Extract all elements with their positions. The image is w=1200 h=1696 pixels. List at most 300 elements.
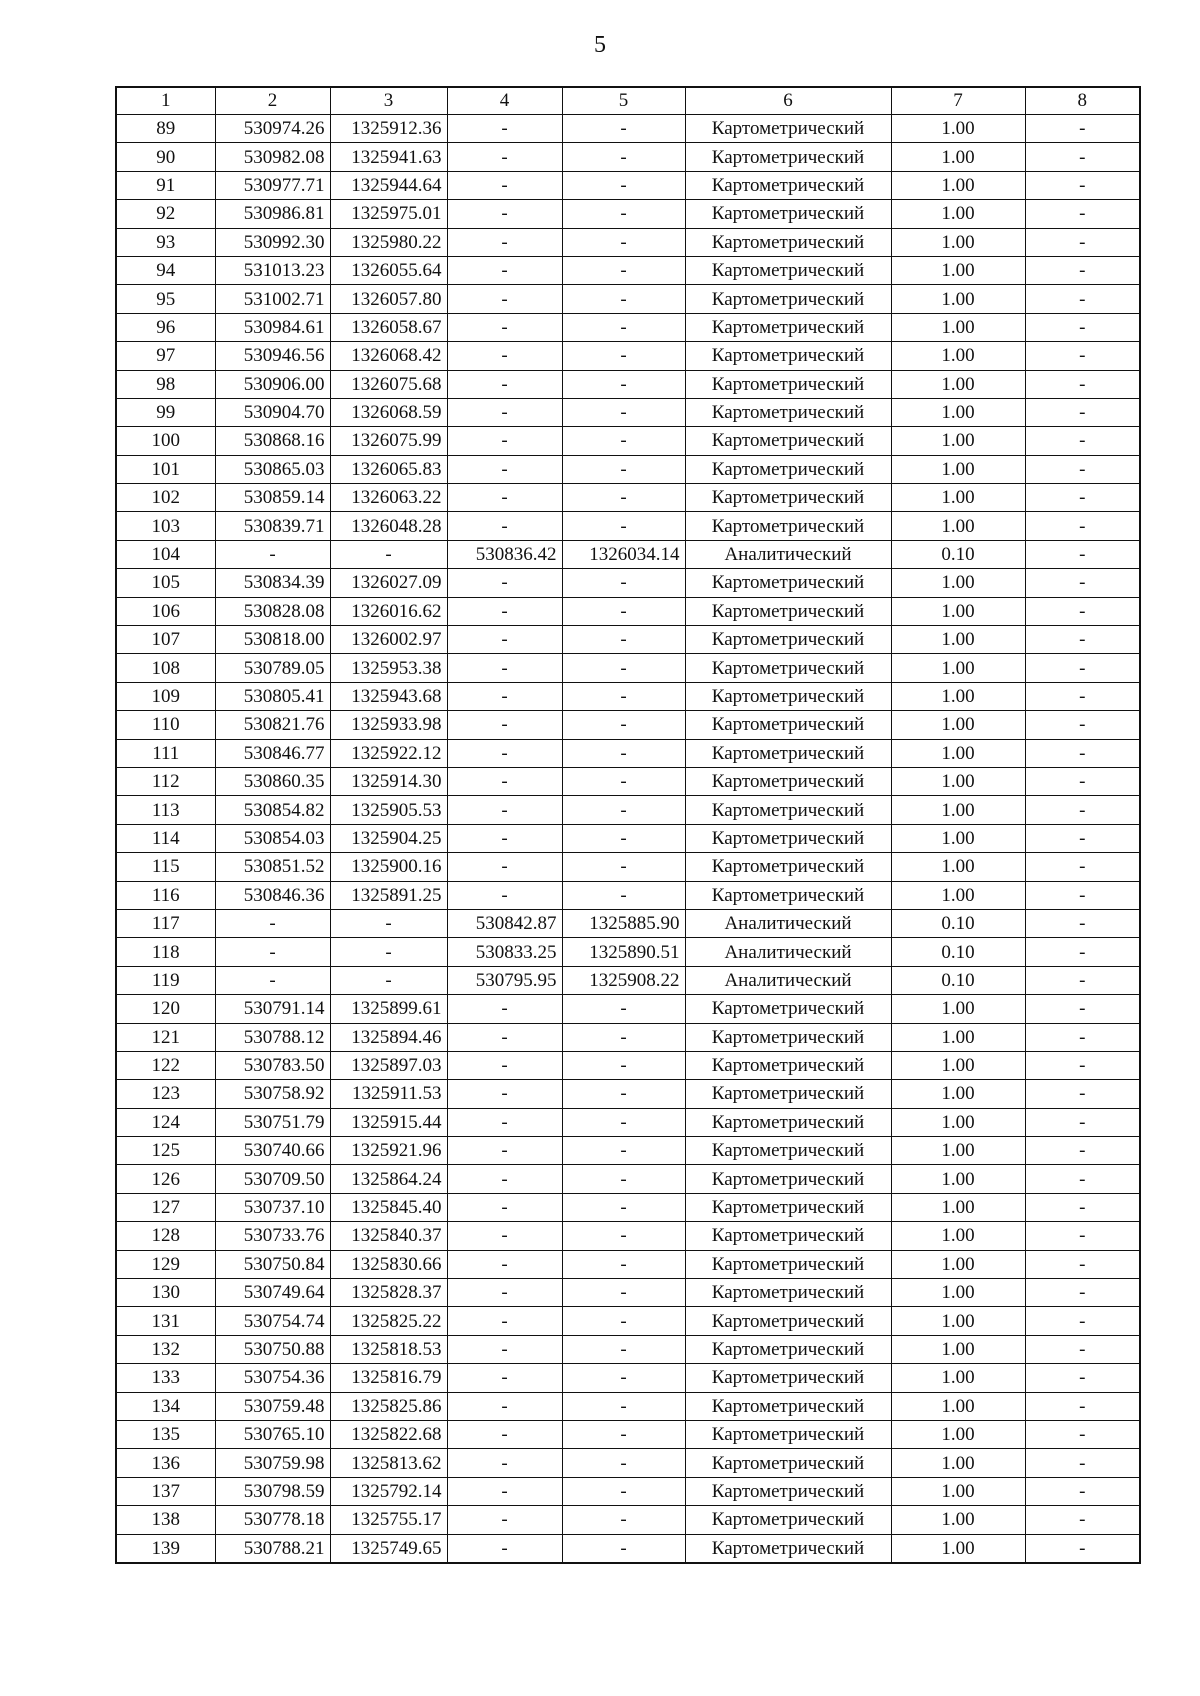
column-header-7: 7: [891, 87, 1025, 115]
cell-note: -: [1025, 484, 1140, 512]
table-row: [116, 1137, 1140, 1165]
table-row: [116, 1279, 1140, 1307]
table-row: [116, 1193, 1140, 1221]
cell-point-number: 118: [116, 938, 215, 966]
table-row: [116, 796, 1140, 824]
cell-x-coordinate-analytic: -: [447, 796, 562, 824]
cell-x-coordinate-analytic: -: [447, 1165, 562, 1193]
cell-method: Картометрический: [685, 1449, 891, 1477]
table-row: [116, 1051, 1140, 1079]
cell-accuracy: 1.00: [891, 256, 1025, 284]
cell-point-number: 112: [116, 767, 215, 795]
cell-x-coordinate: 530759.48: [215, 1392, 330, 1420]
table-row: [116, 1023, 1140, 1051]
cell-y-coordinate-analytic: -: [562, 1137, 685, 1165]
cell-x-coordinate-analytic: 530842.87: [447, 909, 562, 937]
cell-y-coordinate: 1326075.68: [330, 370, 447, 398]
cell-note: -: [1025, 1279, 1140, 1307]
cell-x-coordinate-analytic: -: [447, 1307, 562, 1335]
cell-y-coordinate: 1325792.14: [330, 1477, 447, 1505]
table-row: [116, 938, 1140, 966]
cell-y-coordinate-analytic: -: [562, 313, 685, 341]
cell-method: Картометрический: [685, 597, 891, 625]
cell-method: Картометрический: [685, 796, 891, 824]
cell-method: Картометрический: [685, 1279, 891, 1307]
cell-accuracy: 1.00: [891, 398, 1025, 426]
cell-accuracy: 1.00: [891, 1080, 1025, 1108]
cell-method: Картометрический: [685, 228, 891, 256]
cell-y-coordinate: 1325840.37: [330, 1222, 447, 1250]
cell-x-coordinate-analytic: -: [447, 143, 562, 171]
cell-note: -: [1025, 1080, 1140, 1108]
cell-y-coordinate-analytic: -: [562, 1449, 685, 1477]
cell-accuracy: 1.00: [891, 1108, 1025, 1136]
cell-y-coordinate-analytic: -: [562, 739, 685, 767]
cell-accuracy: 1.00: [891, 1534, 1025, 1563]
cell-note: -: [1025, 256, 1140, 284]
cell-note: -: [1025, 1534, 1140, 1563]
cell-x-coordinate: 530868.16: [215, 427, 330, 455]
cell-x-coordinate: 530783.50: [215, 1051, 330, 1079]
table-row: [116, 1080, 1140, 1108]
table-row: [116, 1392, 1140, 1420]
cell-method: Картометрический: [685, 455, 891, 483]
cell-x-coordinate-analytic: 530833.25: [447, 938, 562, 966]
cell-y-coordinate-analytic: 1326034.14: [562, 540, 685, 568]
column-header-6: 6: [685, 87, 891, 115]
cell-x-coordinate-analytic: 530836.42: [447, 540, 562, 568]
cell-note: -: [1025, 1477, 1140, 1505]
cell-x-coordinate: 530986.81: [215, 200, 330, 228]
cell-x-coordinate-analytic: -: [447, 1477, 562, 1505]
cell-x-coordinate: 530765.10: [215, 1420, 330, 1448]
cell-method: Картометрический: [685, 1051, 891, 1079]
cell-y-coordinate: 1326002.97: [330, 626, 447, 654]
cell-y-coordinate: 1325904.25: [330, 824, 447, 852]
cell-y-coordinate-analytic: -: [562, 1392, 685, 1420]
cell-method: Картометрический: [685, 342, 891, 370]
cell-point-number: 119: [116, 966, 215, 994]
cell-point-number: 104: [116, 540, 215, 568]
cell-accuracy: 1.00: [891, 1506, 1025, 1534]
cell-note: -: [1025, 512, 1140, 540]
cell-y-coordinate-analytic: -: [562, 796, 685, 824]
cell-accuracy: 1.00: [891, 1023, 1025, 1051]
cell-accuracy: 1.00: [891, 711, 1025, 739]
cell-accuracy: 1.00: [891, 1449, 1025, 1477]
page-number: 5: [594, 32, 606, 58]
cell-x-coordinate: 530740.66: [215, 1137, 330, 1165]
table-row: [116, 1449, 1140, 1477]
cell-accuracy: 0.10: [891, 938, 1025, 966]
cell-method: Картометрический: [685, 1222, 891, 1250]
cell-x-coordinate: 530828.08: [215, 597, 330, 625]
cell-note: -: [1025, 540, 1140, 568]
cell-method: Картометрический: [685, 1080, 891, 1108]
table-row: [116, 853, 1140, 881]
cell-x-coordinate-analytic: -: [447, 427, 562, 455]
cell-point-number: 89: [116, 115, 215, 143]
cell-x-coordinate-analytic: -: [447, 1137, 562, 1165]
cell-note: -: [1025, 427, 1140, 455]
cell-x-coordinate: 530750.88: [215, 1335, 330, 1363]
cell-method: Картометрический: [685, 1477, 891, 1505]
cell-point-number: 92: [116, 200, 215, 228]
cell-point-number: 123: [116, 1080, 215, 1108]
cell-point-number: 108: [116, 654, 215, 682]
cell-note: -: [1025, 1420, 1140, 1448]
cell-note: -: [1025, 228, 1140, 256]
cell-y-coordinate: 1325975.01: [330, 200, 447, 228]
cell-y-coordinate-analytic: -: [562, 682, 685, 710]
cell-y-coordinate: 1325905.53: [330, 796, 447, 824]
table-row: [116, 228, 1140, 256]
cell-y-coordinate: 1325864.24: [330, 1165, 447, 1193]
table-row: [116, 285, 1140, 313]
table-row: [116, 1477, 1140, 1505]
cell-point-number: 136: [116, 1449, 215, 1477]
cell-accuracy: 1.00: [891, 995, 1025, 1023]
cell-accuracy: 1.00: [891, 1364, 1025, 1392]
cell-accuracy: 0.10: [891, 966, 1025, 994]
cell-y-coordinate: 1325911.53: [330, 1080, 447, 1108]
cell-accuracy: 1.00: [891, 597, 1025, 625]
cell-method: Картометрический: [685, 767, 891, 795]
cell-x-coordinate: 531013.23: [215, 256, 330, 284]
cell-x-coordinate: 530750.84: [215, 1250, 330, 1278]
cell-x-coordinate-analytic: -: [447, 256, 562, 284]
cell-method: Картометрический: [685, 398, 891, 426]
cell-accuracy: 1.00: [891, 1250, 1025, 1278]
cell-y-coordinate: 1325891.25: [330, 881, 447, 909]
cell-note: -: [1025, 342, 1140, 370]
cell-method: Картометрический: [685, 171, 891, 199]
cell-note: -: [1025, 143, 1140, 171]
cell-point-number: 106: [116, 597, 215, 625]
cell-x-coordinate: 530992.30: [215, 228, 330, 256]
cell-y-coordinate: 1325828.37: [330, 1279, 447, 1307]
cell-x-coordinate: -: [215, 966, 330, 994]
cell-y-coordinate: 1325749.65: [330, 1534, 447, 1563]
cell-point-number: 116: [116, 881, 215, 909]
cell-x-coordinate-analytic: -: [447, 1051, 562, 1079]
table-row: [116, 966, 1140, 994]
column-header-4: 4: [447, 87, 562, 115]
cell-note: -: [1025, 398, 1140, 426]
cell-accuracy: 1.00: [891, 1222, 1025, 1250]
column-header-5: 5: [562, 87, 685, 115]
cell-note: -: [1025, 824, 1140, 852]
cell-note: -: [1025, 1023, 1140, 1051]
cell-x-coordinate: 530754.36: [215, 1364, 330, 1392]
cell-point-number: 105: [116, 569, 215, 597]
cell-x-coordinate-analytic: -: [447, 1364, 562, 1392]
cell-note: -: [1025, 739, 1140, 767]
cell-x-coordinate: 530834.39: [215, 569, 330, 597]
column-header-2: 2: [215, 87, 330, 115]
cell-accuracy: 1.00: [891, 626, 1025, 654]
cell-note: -: [1025, 1250, 1140, 1278]
cell-note: -: [1025, 285, 1140, 313]
cell-x-coordinate-analytic: -: [447, 200, 562, 228]
cell-y-coordinate: 1325816.79: [330, 1364, 447, 1392]
cell-method: Картометрический: [685, 1364, 891, 1392]
cell-y-coordinate: 1325894.46: [330, 1023, 447, 1051]
cell-note: -: [1025, 966, 1140, 994]
table-row: [116, 1506, 1140, 1534]
cell-x-coordinate-analytic: -: [447, 682, 562, 710]
cell-note: -: [1025, 1392, 1140, 1420]
cell-point-number: 117: [116, 909, 215, 937]
table-row: [116, 824, 1140, 852]
cell-y-coordinate-analytic: -: [562, 1364, 685, 1392]
coordinates-table: [115, 86, 1141, 1564]
cell-method: Картометрический: [685, 285, 891, 313]
cell-note: -: [1025, 853, 1140, 881]
cell-note: -: [1025, 1108, 1140, 1136]
cell-y-coordinate-analytic: -: [562, 398, 685, 426]
cell-y-coordinate: 1325900.16: [330, 853, 447, 881]
cell-y-coordinate-analytic: -: [562, 484, 685, 512]
table-row: [116, 143, 1140, 171]
table-row: [116, 1108, 1140, 1136]
table-row: [116, 342, 1140, 370]
cell-note: -: [1025, 455, 1140, 483]
cell-y-coordinate-analytic: -: [562, 654, 685, 682]
cell-method: Картометрический: [685, 853, 891, 881]
cell-y-coordinate: 1325818.53: [330, 1335, 447, 1363]
cell-y-coordinate-analytic: -: [562, 569, 685, 597]
column-header-8: 8: [1025, 87, 1140, 115]
cell-method: Картометрический: [685, 1137, 891, 1165]
cell-point-number: 103: [116, 512, 215, 540]
cell-y-coordinate-analytic: -: [562, 1165, 685, 1193]
cell-x-coordinate: 530759.98: [215, 1449, 330, 1477]
cell-y-coordinate-analytic: -: [562, 1307, 685, 1335]
cell-method: Картометрический: [685, 569, 891, 597]
cell-method: Картометрический: [685, 1307, 891, 1335]
cell-point-number: 98: [116, 370, 215, 398]
cell-y-coordinate: 1326057.80: [330, 285, 447, 313]
table-row: [116, 626, 1140, 654]
cell-note: -: [1025, 796, 1140, 824]
cell-point-number: 139: [116, 1534, 215, 1563]
cell-point-number: 132: [116, 1335, 215, 1363]
cell-accuracy: 1.00: [891, 1477, 1025, 1505]
cell-point-number: 128: [116, 1222, 215, 1250]
cell-y-coordinate: 1325944.64: [330, 171, 447, 199]
cell-y-coordinate: 1326068.59: [330, 398, 447, 426]
cell-point-number: 96: [116, 313, 215, 341]
cell-point-number: 124: [116, 1108, 215, 1136]
table-row: [116, 455, 1140, 483]
cell-method: Аналитический: [685, 540, 891, 568]
cell-y-coordinate: 1326016.62: [330, 597, 447, 625]
cell-note: -: [1025, 1137, 1140, 1165]
cell-x-coordinate-analytic: -: [447, 342, 562, 370]
cell-method: Картометрический: [685, 682, 891, 710]
table-row: [116, 711, 1140, 739]
cell-x-coordinate-analytic: -: [447, 881, 562, 909]
cell-method: Картометрический: [685, 512, 891, 540]
cell-y-coordinate: 1325897.03: [330, 1051, 447, 1079]
column-header-1: 1: [116, 87, 215, 115]
cell-method: Аналитический: [685, 938, 891, 966]
cell-y-coordinate: -: [330, 909, 447, 937]
cell-method: Аналитический: [685, 966, 891, 994]
cell-x-coordinate: 530865.03: [215, 455, 330, 483]
cell-y-coordinate: 1326063.22: [330, 484, 447, 512]
cell-method: Картометрический: [685, 1420, 891, 1448]
table-row: [116, 171, 1140, 199]
cell-x-coordinate-analytic: -: [447, 1506, 562, 1534]
table-row: [116, 1364, 1140, 1392]
cell-y-coordinate-analytic: -: [562, 256, 685, 284]
cell-x-coordinate: 530854.82: [215, 796, 330, 824]
cell-y-coordinate-analytic: -: [562, 370, 685, 398]
cell-y-coordinate: 1326058.67: [330, 313, 447, 341]
table-row: [116, 370, 1140, 398]
cell-x-coordinate-analytic: -: [447, 1080, 562, 1108]
cell-y-coordinate: 1325912.36: [330, 115, 447, 143]
table-row: [116, 540, 1140, 568]
cell-accuracy: 1.00: [891, 1420, 1025, 1448]
cell-accuracy: 1.00: [891, 853, 1025, 881]
cell-method: Картометрический: [685, 1534, 891, 1563]
cell-y-coordinate-analytic: -: [562, 285, 685, 313]
cell-x-coordinate-analytic: -: [447, 313, 562, 341]
cell-note: -: [1025, 1193, 1140, 1221]
cell-point-number: 109: [116, 682, 215, 710]
cell-y-coordinate: -: [330, 938, 447, 966]
cell-x-coordinate-analytic: -: [447, 1222, 562, 1250]
cell-point-number: 95: [116, 285, 215, 313]
cell-x-coordinate-analytic: -: [447, 739, 562, 767]
cell-y-coordinate: 1325914.30: [330, 767, 447, 795]
cell-x-coordinate-analytic: -: [447, 1335, 562, 1363]
cell-method: Картометрический: [685, 881, 891, 909]
cell-x-coordinate-analytic: -: [447, 455, 562, 483]
cell-y-coordinate-analytic: -: [562, 228, 685, 256]
cell-x-coordinate-analytic: -: [447, 1279, 562, 1307]
cell-point-number: 134: [116, 1392, 215, 1420]
cell-point-number: 94: [116, 256, 215, 284]
cell-x-coordinate: 530974.26: [215, 115, 330, 143]
table-row: [116, 200, 1140, 228]
table-row: [116, 115, 1140, 143]
cell-y-coordinate-analytic: -: [562, 1279, 685, 1307]
cell-y-coordinate-analytic: -: [562, 1023, 685, 1051]
cell-y-coordinate-analytic: -: [562, 995, 685, 1023]
cell-x-coordinate-analytic: 530795.95: [447, 966, 562, 994]
cell-x-coordinate: 530904.70: [215, 398, 330, 426]
cell-x-coordinate: 530758.92: [215, 1080, 330, 1108]
cell-y-coordinate-analytic: -: [562, 1534, 685, 1563]
cell-method: Картометрический: [685, 824, 891, 852]
cell-x-coordinate: 530977.71: [215, 171, 330, 199]
cell-note: -: [1025, 682, 1140, 710]
cell-x-coordinate-analytic: -: [447, 853, 562, 881]
cell-note: -: [1025, 1506, 1140, 1534]
cell-accuracy: 1.00: [891, 1335, 1025, 1363]
cell-method: Картометрический: [685, 370, 891, 398]
table-row: [116, 597, 1140, 625]
cell-accuracy: 1.00: [891, 1051, 1025, 1079]
cell-method: Картометрический: [685, 313, 891, 341]
cell-y-coordinate: -: [330, 966, 447, 994]
cell-note: -: [1025, 881, 1140, 909]
table-row: [116, 313, 1140, 341]
cell-x-coordinate: 530946.56: [215, 342, 330, 370]
cell-point-number: 122: [116, 1051, 215, 1079]
table-row: [116, 484, 1140, 512]
cell-method: Картометрический: [685, 1392, 891, 1420]
cell-note: -: [1025, 200, 1140, 228]
cell-x-coordinate-analytic: -: [447, 995, 562, 1023]
cell-method: Картометрический: [685, 1335, 891, 1363]
cell-accuracy: 1.00: [891, 569, 1025, 597]
cell-accuracy: 1.00: [891, 484, 1025, 512]
cell-point-number: 111: [116, 739, 215, 767]
cell-x-coordinate-analytic: -: [447, 1534, 562, 1563]
cell-method: Картометрический: [685, 200, 891, 228]
cell-accuracy: 1.00: [891, 1307, 1025, 1335]
cell-x-coordinate-analytic: -: [447, 654, 562, 682]
cell-x-coordinate: -: [215, 909, 330, 937]
cell-method: Картометрический: [685, 1506, 891, 1534]
cell-accuracy: 0.10: [891, 540, 1025, 568]
cell-y-coordinate: 1326048.28: [330, 512, 447, 540]
cell-y-coordinate: 1325980.22: [330, 228, 447, 256]
cell-accuracy: 1.00: [891, 824, 1025, 852]
table-row: [116, 569, 1140, 597]
cell-method: Картометрический: [685, 711, 891, 739]
cell-point-number: 130: [116, 1279, 215, 1307]
cell-x-coordinate-analytic: -: [447, 1108, 562, 1136]
cell-note: -: [1025, 938, 1140, 966]
cell-point-number: 120: [116, 995, 215, 1023]
cell-point-number: 137: [116, 1477, 215, 1505]
cell-x-coordinate-analytic: -: [447, 228, 562, 256]
cell-y-coordinate-analytic: -: [562, 711, 685, 739]
cell-note: -: [1025, 909, 1140, 937]
cell-y-coordinate-analytic: -: [562, 853, 685, 881]
cell-accuracy: 1.00: [891, 654, 1025, 682]
cell-x-coordinate: -: [215, 938, 330, 966]
cell-point-number: 100: [116, 427, 215, 455]
cell-y-coordinate-analytic: -: [562, 200, 685, 228]
cell-accuracy: 1.00: [891, 767, 1025, 795]
table-row: [116, 881, 1140, 909]
table-row: [116, 1335, 1140, 1363]
table-row: [116, 1420, 1140, 1448]
table-row: [116, 427, 1140, 455]
cell-note: -: [1025, 171, 1140, 199]
cell-x-coordinate: 530859.14: [215, 484, 330, 512]
cell-x-coordinate-analytic: -: [447, 711, 562, 739]
cell-y-coordinate-analytic: -: [562, 171, 685, 199]
cell-note: -: [1025, 115, 1140, 143]
cell-y-coordinate-analytic: -: [562, 1506, 685, 1534]
cell-x-coordinate-analytic: -: [447, 1449, 562, 1477]
cell-y-coordinate-analytic: -: [562, 455, 685, 483]
cell-accuracy: 1.00: [891, 1137, 1025, 1165]
cell-note: -: [1025, 1335, 1140, 1363]
cell-method: Картометрический: [685, 739, 891, 767]
cell-note: -: [1025, 995, 1140, 1023]
cell-y-coordinate: -: [330, 540, 447, 568]
cell-y-coordinate-analytic: -: [562, 1080, 685, 1108]
